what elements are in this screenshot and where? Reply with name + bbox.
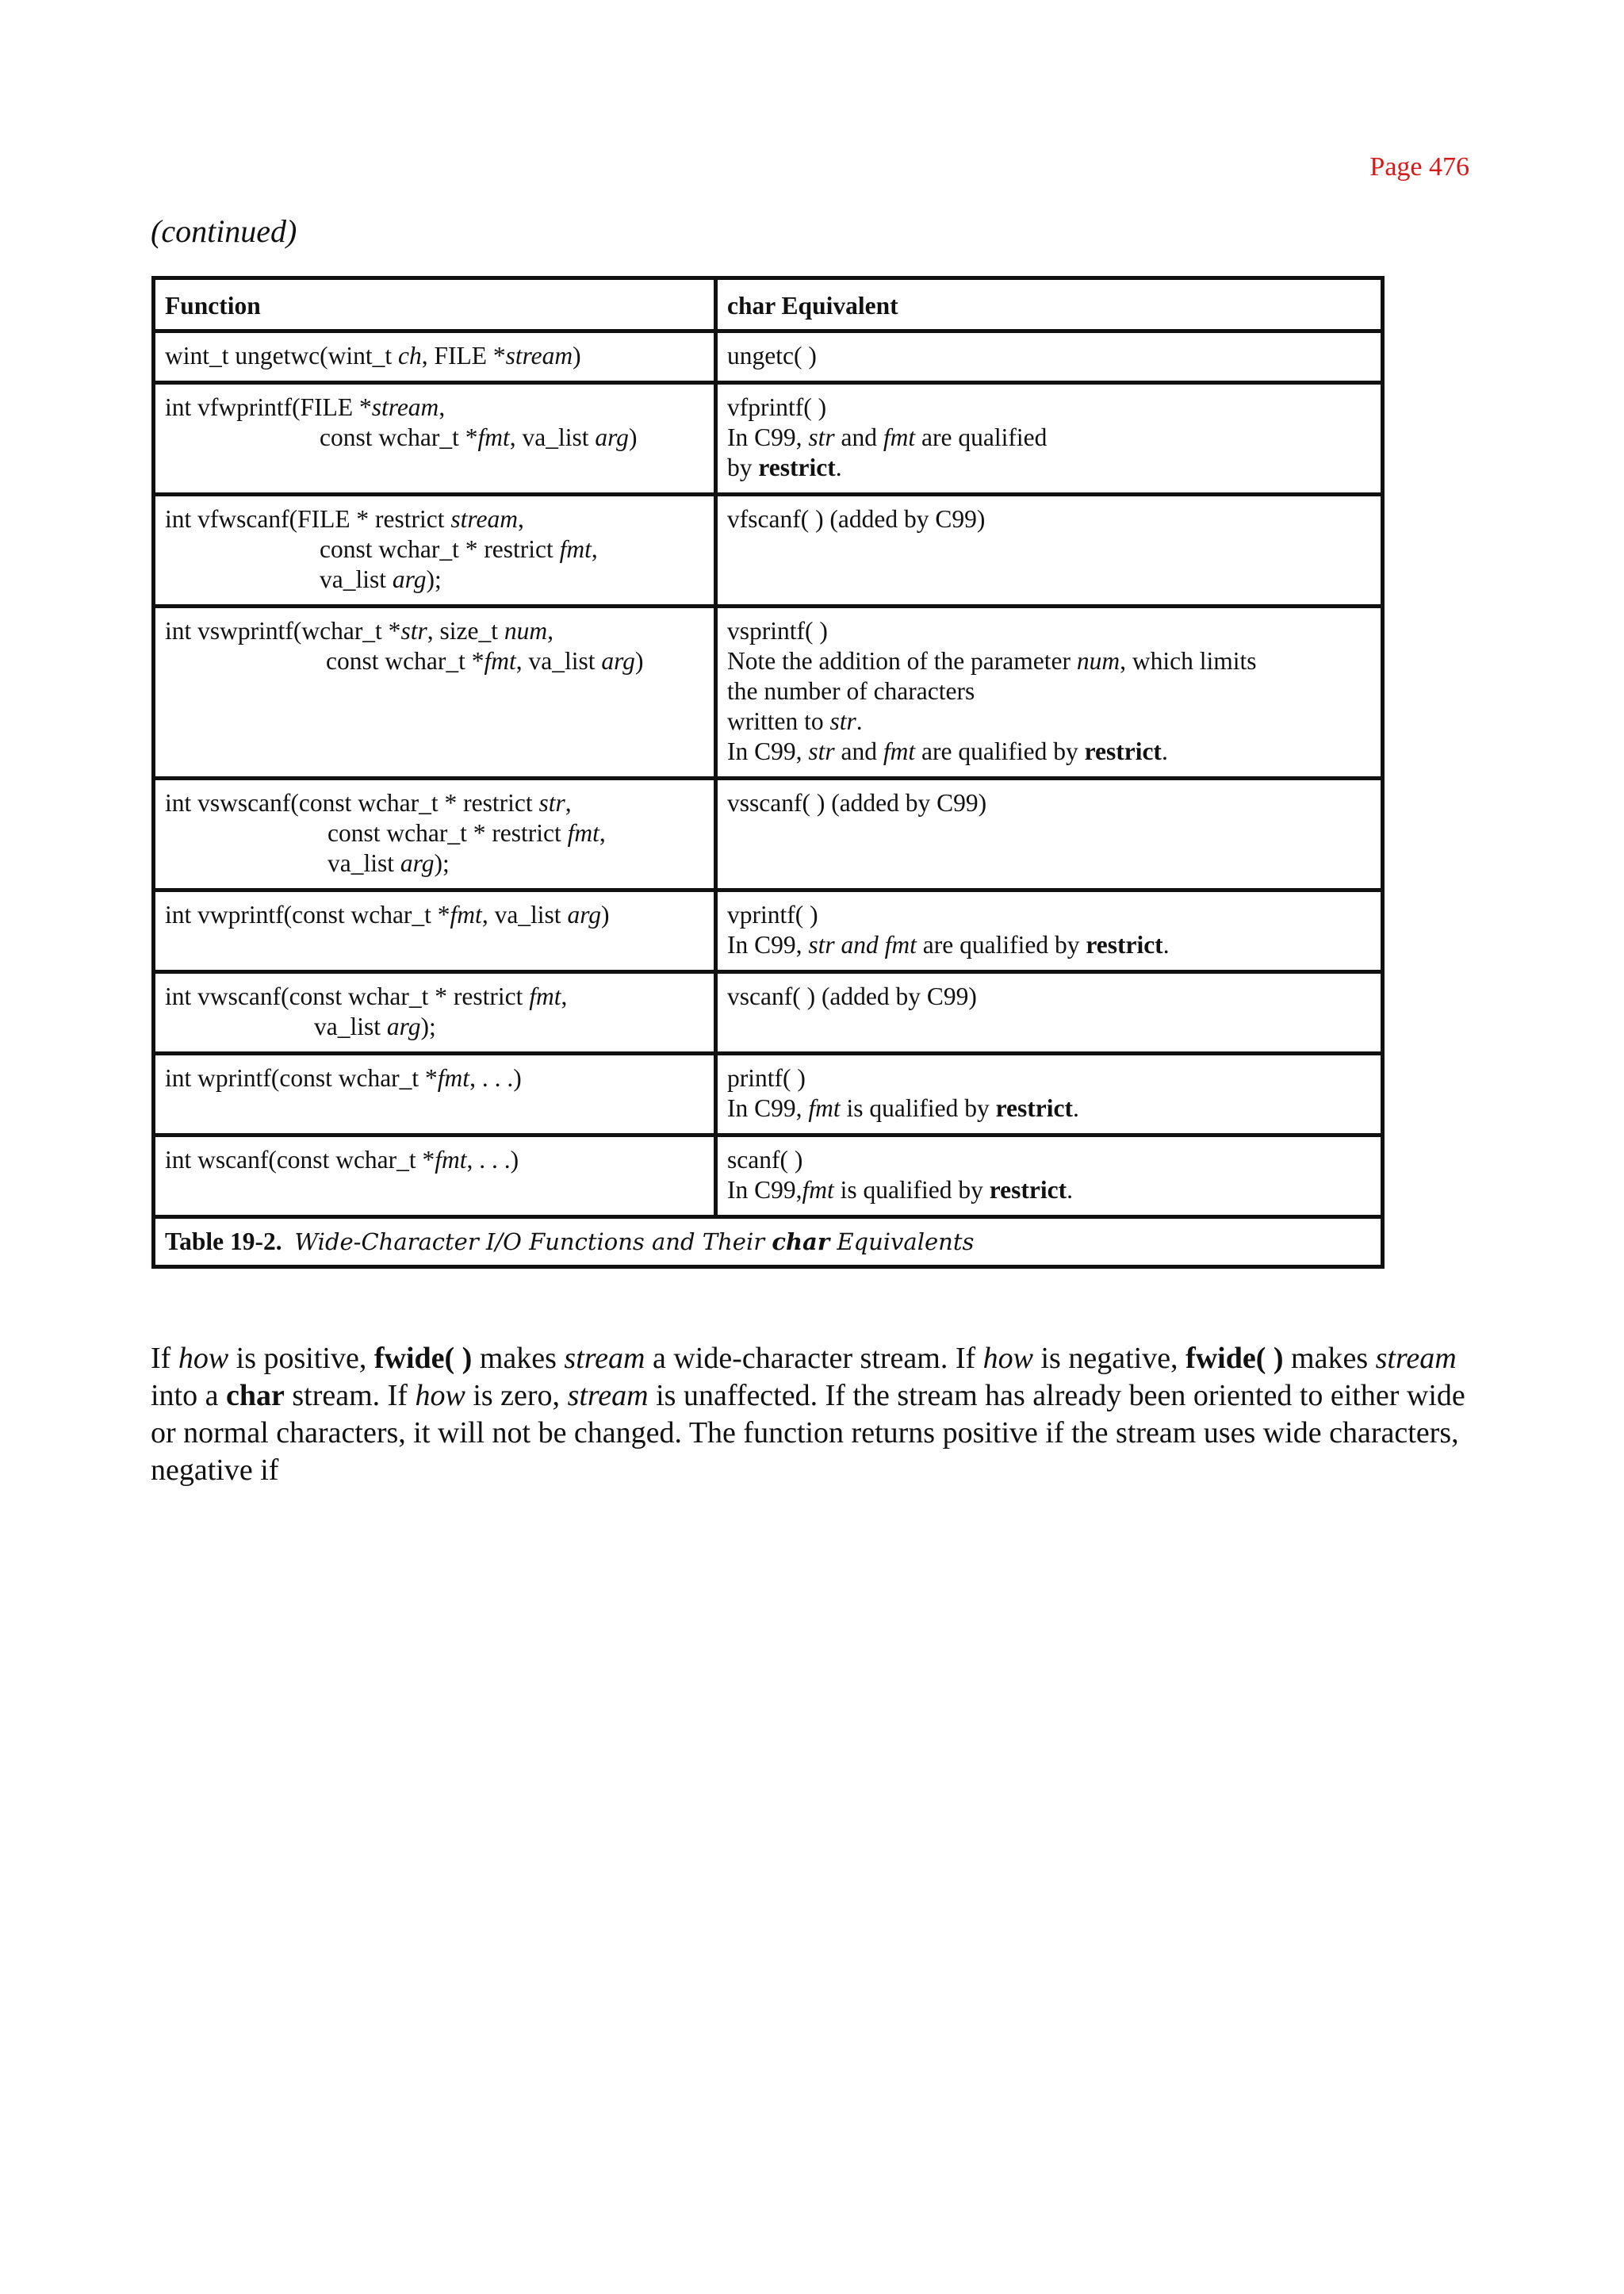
signature-italic-text: arg [400, 849, 435, 877]
equivalent-italic-text: str [808, 423, 835, 451]
header-function: Function [154, 278, 716, 331]
signature-text: ) [628, 423, 638, 451]
function-signature-line [165, 616, 704, 646]
function-signature-line [165, 1012, 704, 1042]
signature-italic-text: arg [595, 423, 629, 451]
signature-text: int vfwprintf(FILE * [165, 393, 372, 421]
equivalent-cell [716, 1054, 1383, 1136]
equivalent-text: In C99, [727, 1176, 802, 1204]
signature-text: , [517, 505, 524, 533]
equivalent-line [727, 504, 1371, 534]
signature-italic-text: fmt [477, 423, 510, 451]
signature-text: , va_list [515, 647, 602, 675]
signature-text: const wchar_t * [320, 423, 478, 451]
function-signature-line [165, 982, 704, 1012]
equivalent-cell [716, 972, 1383, 1054]
signature-text: , [439, 393, 446, 421]
equivalent-italic-text: fmt [883, 423, 916, 451]
equivalent-text: vscanf( ) (added by C99) [727, 982, 977, 1010]
table-row [154, 779, 1383, 890]
signature-text: , va_list [481, 901, 568, 929]
function-cell [154, 331, 716, 383]
equivalent-cell [716, 383, 1383, 495]
signature-italic-text: stream [450, 505, 518, 533]
equivalent-line [727, 788, 1371, 818]
function-cell [154, 383, 716, 495]
signature-text: , size_t [427, 617, 504, 645]
signature-italic-text: fmt [484, 647, 516, 675]
equivalent-italic-text: str [808, 737, 835, 765]
equivalent-text: the number of characters [727, 677, 975, 705]
function-signature-line [165, 393, 704, 423]
table-row [154, 1054, 1383, 1136]
function-cell [154, 972, 716, 1054]
signature-text: int vwscanf(const wchar_t * restrict [165, 982, 530, 1010]
paragraph-text: is positive, [228, 1342, 374, 1375]
signature-text: const wchar_t * [326, 647, 485, 675]
paragraph-text: If [151, 1342, 178, 1375]
equivalent-cell [716, 779, 1383, 890]
signature-text: ); [426, 565, 442, 593]
function-signature-line [165, 1063, 704, 1093]
equivalent-text: , which limits [1120, 647, 1257, 675]
table-caption-row [154, 1217, 1383, 1267]
signature-text: , [565, 789, 572, 817]
signature-text: , [591, 535, 598, 563]
equivalent-text: written to [727, 707, 830, 735]
equivalent-line [727, 900, 1371, 930]
paragraph-italic-text: stream [567, 1379, 649, 1412]
signature-italic-text: fmt [450, 901, 482, 929]
function-signature-line [165, 848, 704, 879]
equivalent-bold-text: restrict [1086, 931, 1163, 959]
signature-text: , . . .) [469, 1064, 522, 1092]
equivalent-bold-text: restrict [989, 1176, 1067, 1204]
equivalent-line [727, 646, 1371, 676]
equivalent-text: are qualified by [916, 931, 1086, 959]
function-cell [154, 495, 716, 607]
equivalent-text: vsscanf( ) (added by C99) [727, 789, 987, 817]
paragraph-italic-text: stream [564, 1342, 645, 1375]
equivalent-text: In C99, [727, 931, 809, 959]
signature-text: , . . .) [466, 1146, 519, 1174]
paragraph-italic-text: how [178, 1342, 229, 1375]
continued-label: (continued) [151, 213, 297, 249]
function-signature-line [165, 565, 704, 595]
signature-text: const wchar_t * restrict [327, 819, 568, 847]
signature-italic-text: stream [505, 342, 573, 370]
function-cell [154, 890, 716, 972]
equivalent-cell [716, 331, 1383, 383]
signature-italic-text: stream [371, 393, 439, 421]
caption-title-char: char [772, 1228, 830, 1255]
equivalent-text: vfscanf( ) (added by C99) [727, 505, 986, 533]
table-row [154, 495, 1383, 607]
caption-number: Table 19-2. [165, 1227, 282, 1255]
header-char-equivalent: char Equivalent [716, 278, 1383, 331]
equivalent-text: . [1072, 1094, 1079, 1122]
equivalent-line [727, 453, 1371, 483]
equivalent-line [727, 1093, 1371, 1124]
paragraph-text: makes [1283, 1342, 1376, 1375]
paragraph-italic-text: stream [1375, 1342, 1457, 1375]
function-table [151, 276, 1385, 1269]
equivalent-text: . [1161, 737, 1168, 765]
table-caption [154, 1217, 1383, 1267]
signature-text: ); [420, 1013, 436, 1040]
signature-italic-text: arg [386, 1013, 421, 1040]
equivalent-text: printf( ) [727, 1064, 806, 1092]
equivalent-line [727, 930, 1371, 960]
function-cell [154, 1136, 716, 1217]
equivalent-line [727, 676, 1371, 707]
signature-italic-text: arg [392, 565, 427, 593]
signature-text: , [599, 819, 606, 847]
signature-italic-text: str [400, 617, 427, 645]
equivalent-text: are qualified by [915, 737, 1085, 765]
signature-italic-text: arg [601, 647, 635, 675]
paragraph-text: is negative, [1033, 1342, 1186, 1375]
signature-text: int vswprintf(wchar_t * [165, 617, 401, 645]
function-signature-line [165, 534, 704, 565]
equivalent-italic-text: fmt [883, 737, 916, 765]
signature-text: ) [634, 647, 644, 675]
equivalent-text: In C99, [727, 423, 809, 451]
signature-text: ) [601, 901, 610, 929]
signature-italic-text: fmt [437, 1064, 470, 1092]
function-signature-line [165, 818, 704, 848]
equivalent-text: In C99, [727, 737, 809, 765]
caption-title-start: Wide-Character I/O Functions and Their [294, 1228, 772, 1255]
signature-italic-text: str [538, 789, 565, 817]
equivalent-text: scanf( ) [727, 1146, 803, 1174]
function-cell [154, 1054, 716, 1136]
equivalent-line [727, 982, 1371, 1012]
equivalent-italic-text: fmt [802, 1176, 834, 1204]
equivalent-bold-text: restrict [758, 454, 836, 481]
equivalent-text: Note the addition of the parameter [727, 647, 1077, 675]
signature-text: va_list [320, 565, 393, 593]
signature-text: va_list [327, 849, 400, 877]
paragraph-text: a wide-character stream. If [645, 1342, 983, 1375]
signature-text: , va_list [509, 423, 596, 451]
equivalent-cell [716, 607, 1383, 779]
equivalent-cell [716, 1136, 1383, 1217]
equivalent-text: . [1162, 931, 1170, 959]
equivalent-text: are qualified [915, 423, 1048, 451]
signature-italic-text: fmt [567, 819, 599, 847]
equivalent-line [727, 341, 1371, 371]
table-row [154, 331, 1383, 383]
caption-title-end: Equivalents [829, 1228, 975, 1255]
equivalent-line [727, 707, 1371, 737]
equivalent-text: . [835, 454, 842, 481]
function-cell [154, 607, 716, 779]
paragraph-bold-text: fwide( ) [1185, 1342, 1284, 1375]
equivalent-text: vprintf( ) [727, 901, 818, 929]
table-row [154, 972, 1383, 1054]
signature-italic-text: fmt [559, 535, 592, 563]
signature-text: wint_t ungetwc(wint_t [165, 342, 398, 370]
signature-text: int wprintf(const wchar_t * [165, 1064, 438, 1092]
equivalent-text: . [1067, 1176, 1073, 1204]
signature-text: , [561, 982, 568, 1010]
signature-text: int vswscanf(const wchar_t * restrict [165, 789, 539, 817]
equivalent-cell [716, 890, 1383, 972]
signature-italic-text: ch [397, 342, 422, 370]
equivalent-text: vfprintf( ) [727, 393, 827, 421]
equivalent-italic-text: str [829, 707, 856, 735]
paragraph-text: into a [151, 1379, 226, 1412]
table-row [154, 1136, 1383, 1217]
signature-italic-text: arg [567, 901, 602, 929]
signature-italic-text: fmt [435, 1146, 467, 1174]
table-row [154, 383, 1383, 495]
equivalent-text: . [856, 707, 863, 735]
equivalent-text: and [834, 423, 883, 451]
equivalent-text: is qualified by [833, 1176, 990, 1204]
function-signature-line [165, 788, 704, 818]
equivalent-text: In C99, [727, 1094, 809, 1122]
paragraph-text: is unaffected. If the stream has already been oriented to either wide or normal characters, it will not be changed. The function returns positive if the stream uses wide characters, negative if [151, 1379, 1465, 1487]
equivalent-cell [716, 495, 1383, 607]
equivalent-bold-text: restrict [995, 1094, 1073, 1122]
signature-italic-text: num, [504, 617, 553, 645]
table-header-row [154, 278, 1383, 331]
equivalent-text: vsprintf( ) [727, 617, 828, 645]
function-signature-line [165, 900, 704, 930]
paragraph-text: is zero, [465, 1379, 568, 1412]
equivalent-line [727, 1063, 1371, 1093]
function-signature-line [165, 423, 704, 453]
signature-text: va_list [314, 1013, 387, 1040]
signature-text: , FILE * [421, 342, 506, 370]
equivalent-italic-text: fmt [808, 1094, 841, 1122]
signature-text: int vwprintf(const wchar_t * [165, 901, 450, 929]
signature-text: ); [434, 849, 450, 877]
equivalent-text: by [727, 454, 759, 481]
signature-text: const wchar_t * restrict [320, 535, 560, 563]
equivalent-line [727, 1145, 1371, 1175]
signature-text: int wscanf(const wchar_t * [165, 1146, 435, 1174]
equivalent-text: and [834, 737, 883, 765]
page-number: Page 476 [1369, 152, 1469, 182]
table-row [154, 890, 1383, 972]
signature-text: ) [573, 342, 581, 370]
equivalent-text: is qualified by [840, 1094, 996, 1122]
equivalent-italic-text: str and fmt [808, 931, 917, 959]
paragraph-bold-text: char [225, 1379, 285, 1412]
equivalent-line [727, 393, 1371, 423]
equivalent-line [727, 616, 1371, 646]
equivalent-italic-text: num [1076, 647, 1120, 675]
paragraph-text: stream. If [284, 1379, 416, 1412]
equivalent-line [727, 1175, 1371, 1205]
paragraph-bold-text: fwide( ) [373, 1342, 473, 1375]
signature-text: int vfwscanf(FILE * restrict [165, 505, 451, 533]
equivalent-line [727, 737, 1371, 767]
body-paragraph [151, 1340, 1491, 1489]
function-signature-line [165, 646, 704, 676]
function-signature-line [165, 341, 704, 371]
paragraph-italic-text: how [415, 1379, 465, 1412]
equivalent-text: ungetc( ) [727, 342, 817, 370]
equivalent-bold-text: restrict [1084, 737, 1162, 765]
table-row [154, 607, 1383, 779]
function-signature-line [165, 504, 704, 534]
paragraph-italic-text: how [982, 1342, 1033, 1375]
paragraph-text: makes [472, 1342, 565, 1375]
function-cell [154, 779, 716, 890]
equivalent-line [727, 423, 1371, 453]
signature-italic-text: fmt [529, 982, 561, 1010]
function-signature-line [165, 1145, 704, 1175]
